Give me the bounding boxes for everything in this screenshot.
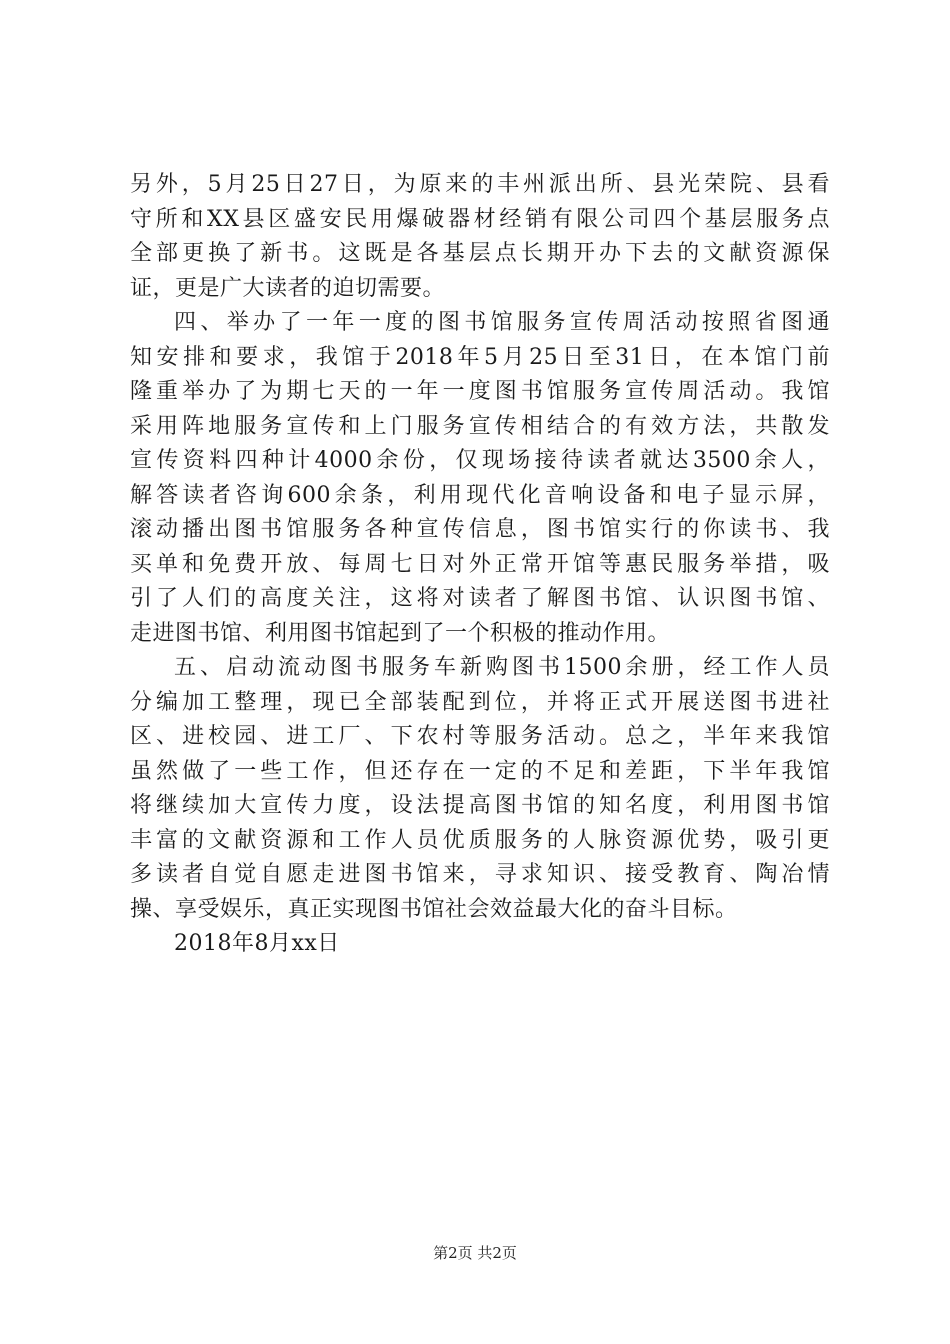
text-line: 买单和免费开放、每周七日对外正常开馆等惠民服务举措，吸	[130, 551, 830, 577]
text-line: 多读者自觉自愿走进图书馆来，寻求知识、接受教育、陶冶情	[130, 862, 830, 887]
text-line: 守所和XX县区盛安民用爆破器材经销有限公司四个基层服务点	[130, 206, 830, 232]
text-line: 滚动播出图书馆服务各种宣传信息，图书馆实行的你读书、我	[130, 517, 830, 542]
text-line: 宣传资料四种计4000余份，仅现场接待读者就达3500余人，	[130, 448, 830, 473]
text-line: 丰富的文献资源和工作人员优质服务的人脉资源优势，吸引更	[130, 827, 830, 853]
page-number-label: 第2页 共2页	[433, 1244, 517, 1262]
text-line: 全部更换了新书。这既是各基层点长期开办下去的文献资源保	[130, 241, 830, 266]
text-line: 将继续加大宣传力度，设法提高图书馆的知名度，利用图书馆	[130, 793, 830, 818]
text-line: 区、进校园、进工厂、下农村等服务活动。总之，半年来我馆	[130, 724, 830, 749]
text-line: 操、享受娱乐，真正实现图书馆社会效益最大化的奋斗目标。	[130, 896, 738, 922]
text-line: 另外，5月25日27日，为原来的丰州派出所、县光荣院、县看	[130, 172, 830, 197]
text-line: 知安排和要求，我馆于2018年5月25日至31日，在本馆门前	[130, 344, 830, 370]
page-footer	[0, 1242, 950, 1263]
date-line: 2018年8月xx日	[174, 931, 340, 956]
text-line: 引了人们的高度关注，这将对读者了解图书馆、认识图书馆、	[130, 586, 830, 611]
text-line: 走进图书馆、利用图书馆起到了一个积极的推动作用。	[130, 620, 671, 646]
text-line: 四、举办了一年一度的图书馆服务宣传周活动按照省图通	[174, 310, 830, 335]
text-line: 分编加工整理，现已全部装配到位，并将正式开展送图书进社	[130, 689, 830, 715]
text-line: 五、启动流动图书服务车新购图书1500余册，经工作人员	[174, 655, 830, 680]
text-line: 采用阵地服务宣传和上门服务宣传相结合的有效方法，共散发	[130, 413, 830, 439]
text-line: 证，更是广大读者的迫切需要。	[130, 275, 446, 301]
text-line: 隆重举办了为期七天的一年一度图书馆服务宣传周活动。我馆	[130, 379, 830, 404]
text-line: 解答读者咨询600余条，利用现代化音响设备和电子显示屏，	[130, 482, 830, 508]
text-line: 虽然做了一些工作，但还存在一定的不足和差距，下半年我馆	[130, 758, 830, 784]
document-body	[130, 168, 830, 962]
